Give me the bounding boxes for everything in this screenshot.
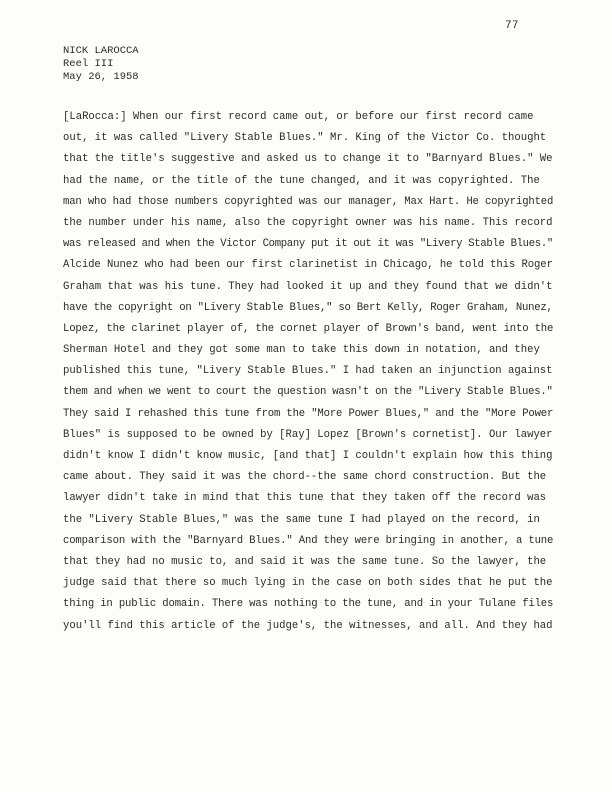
transcript-line: Blues" is supposed to be owned by [Ray] Lopez [Brown's cornetist]. Our lawyer — [63, 428, 553, 441]
transcript-line: didn't know I didn't know music, [and that] I couldn't explain how this thing — [63, 450, 553, 462]
transcript-line: They said I rehashed this tune from the "More Power Blues," and the "More Power — [63, 407, 554, 420]
transcript-line: the number under his name, also the copyright owner was his name. This record — [63, 216, 553, 229]
interview-date: May 26, 1958 — [63, 71, 139, 83]
transcript-line: comparison with the "Barnyard Blues." And they were bringing in another, a tune — [63, 534, 554, 547]
transcript-line: judge said that there so much lying in the case on both sides that he put the — [63, 577, 553, 590]
transcript-line: Graham that was his tune. They had looked it up and they found that we didn't — [63, 280, 553, 293]
transcript-line: that they had no music to, and said it was the same tune. So the lawyer, the — [63, 555, 547, 568]
transcript-line: thing in public domain. There was nothing to the tune, and in your Tulane files — [63, 598, 554, 611]
transcript-header — [63, 45, 139, 84]
transcript-line: had the name, or the title of the tune changed, and it was copyrighted. The — [63, 174, 540, 187]
transcript-line: have the copyright on "Livery Stable Blues," so Bert Kelly, Roger Graham, Nunez, — [63, 301, 553, 314]
transcript-line: them and when we went to court the question wasn't on the "Livery Stable Blues." — [63, 386, 553, 399]
transcript-line: [LaRocca:] When our first record came out, or before our first record came — [63, 111, 534, 123]
transcript-line: that the title's suggestive and asked us to change it to "Barnyard Blues." We — [63, 153, 553, 166]
transcript-line: Alcide Nunez who had been our first clarinetist in Chicago, he told this Roger — [63, 259, 553, 272]
transcript-line: published this tune, "Livery Stable Blues." I had taken an injunction against — [63, 365, 553, 378]
transcript-line: Lopez, the clarinet player of, the cornet player of Brown's band, went into the — [63, 322, 554, 335]
transcript-body — [63, 107, 553, 637]
transcript-line: lawyer didn't take in mind that this tune that they taken off the record was — [63, 492, 547, 505]
transcript-line: came about. They said it was the chord--the same chord construction. But the — [63, 471, 547, 484]
transcript-line: Sherman Hotel and they got some man to take this down in notation, and they — [63, 344, 540, 357]
page-number: 77 — [505, 20, 519, 32]
transcript-line: out, it was called "Livery Stable Blues." Mr. King of the Victor Co. thought — [63, 132, 547, 145]
interviewee-name: NICK LAROCCA — [63, 45, 139, 57]
reel-label: Reel III — [63, 58, 114, 70]
transcript-line: you'll find this article of the judge's, the witnesses, and all. And they had — [63, 619, 553, 632]
transcript-line: was released and when the Victor Company put it out it was "Livery Stable Blues." — [63, 238, 553, 251]
transcript-line: the "Livery Stable Blues," was the same tune I had played on the record, in — [63, 513, 540, 526]
transcript-line: man who had those numbers copyrighted was our manager, Max Hart. He copyrighted — [63, 195, 554, 208]
